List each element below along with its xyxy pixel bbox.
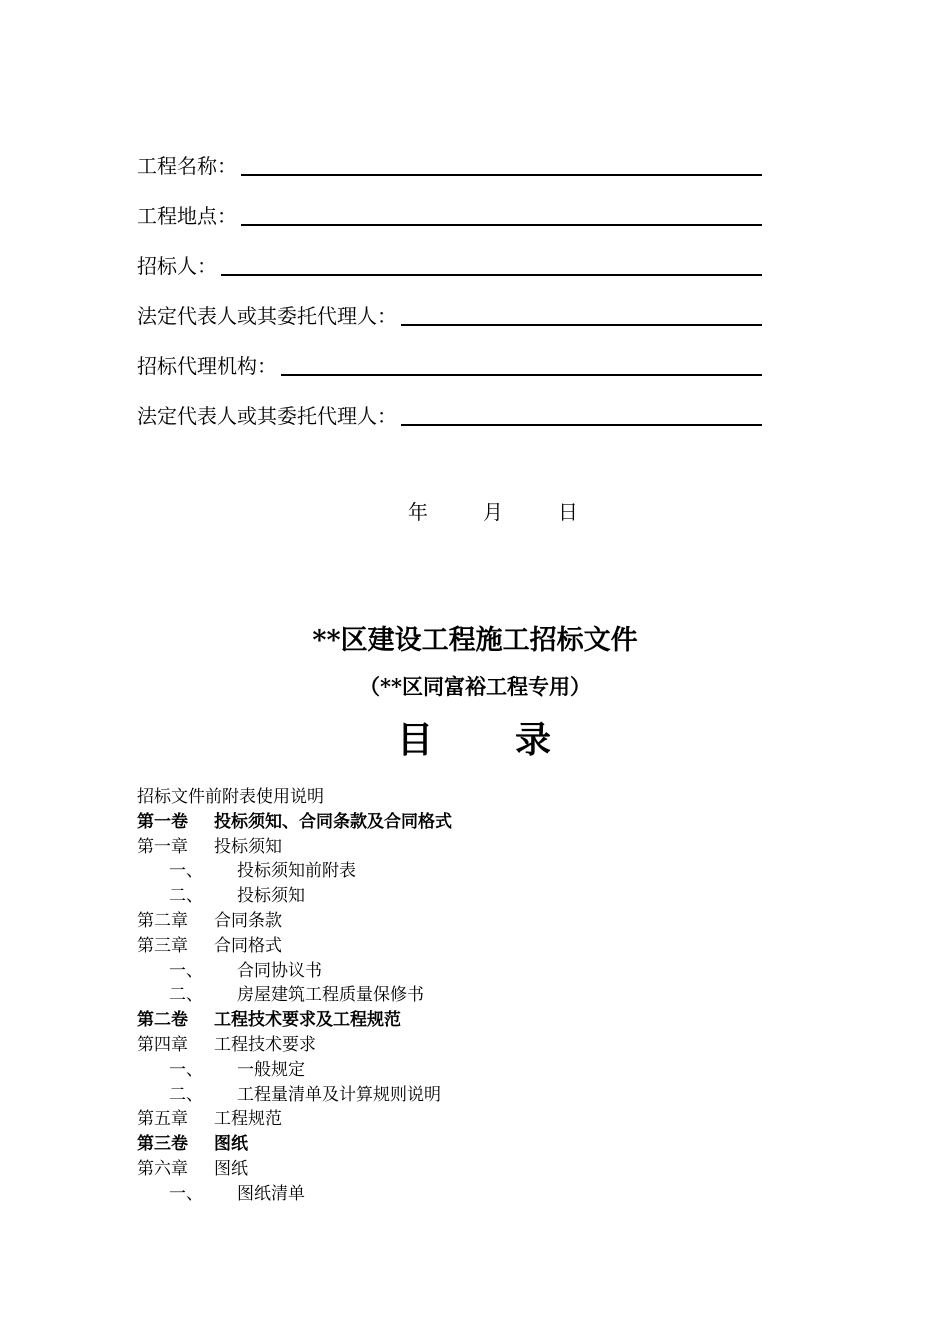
- toc-entry-number: 一、: [169, 960, 203, 981]
- toc-entry-text: 投标须知、合同条款及合同格式: [214, 811, 452, 832]
- date-day: 日: [558, 500, 578, 524]
- toc-entry-text: 合同条款: [214, 910, 282, 931]
- toc-entry-text: 投标须知前附表: [237, 861, 356, 882]
- toc-entry-number: 第一卷: [137, 811, 188, 832]
- toc-entry-text: 图纸: [214, 1134, 248, 1155]
- toc-entry-number: 第四章: [137, 1034, 188, 1055]
- toc-entry-number: 第一章: [137, 836, 188, 857]
- fill-in-line[interactable]: [281, 364, 762, 376]
- toc-heading-right: 录: [515, 719, 554, 761]
- table-of-contents: [137, 785, 837, 1207]
- toc-section-entry[interactable]: [137, 959, 837, 984]
- toc-chapter-entry[interactable]: [137, 835, 837, 860]
- toc-heading: [0, 712, 950, 763]
- toc-volume-entry[interactable]: [137, 1008, 837, 1033]
- date-month: 月: [483, 500, 503, 524]
- toc-section-entry[interactable]: [137, 1182, 837, 1207]
- toc-entry-number: 二、: [169, 886, 203, 907]
- project-name-field[interactable]: [137, 148, 762, 178]
- tender-agency-field[interactable]: [137, 348, 762, 378]
- toc-entry-number: 二、: [169, 985, 203, 1006]
- tenderer-field[interactable]: [137, 248, 762, 278]
- toc-entry-number: 第二卷: [137, 1010, 188, 1031]
- project-location-field[interactable]: [137, 198, 762, 228]
- toc-entry-text: 图纸清单: [237, 1183, 305, 1204]
- toc-chapter-entry[interactable]: [137, 934, 837, 959]
- toc-entry-text: 投标须知: [214, 836, 282, 857]
- document-subtitle: （**区同富裕工程专用）: [359, 674, 591, 699]
- toc-chapter-entry[interactable]: [137, 1157, 837, 1182]
- toc-entry-text: 招标文件前附表使用说明: [137, 787, 324, 807]
- toc-volume-entry[interactable]: [137, 1132, 837, 1157]
- toc-entry-number: 一、: [169, 1059, 203, 1080]
- toc-entry-text: 一般规定: [237, 1059, 305, 1080]
- date-year: 年: [408, 500, 428, 524]
- toc-volume-entry[interactable]: [137, 810, 837, 835]
- toc-entry-text: 工程技术要求: [214, 1034, 316, 1055]
- toc-entry-number: 第六章: [137, 1158, 188, 1179]
- date-line: [408, 496, 578, 525]
- fill-in-line[interactable]: [241, 214, 762, 226]
- toc-entry-text: 工程量清单及计算规则说明: [237, 1084, 441, 1105]
- toc-section-entry[interactable]: [137, 983, 837, 1008]
- fill-in-line[interactable]: [401, 314, 762, 326]
- toc-entry-number: 第三卷: [137, 1134, 188, 1155]
- toc-section-entry[interactable]: [137, 884, 837, 909]
- toc-section-entry[interactable]: [137, 859, 837, 884]
- toc-entry[interactable]: [137, 785, 837, 810]
- field-label: 法定代表人或其委托代理人：: [137, 304, 397, 328]
- toc-entry-text: 合同协议书: [237, 960, 322, 981]
- document-title: **区建设工程施工招标文件: [312, 625, 638, 656]
- toc-section-entry[interactable]: [137, 1058, 837, 1083]
- toc-chapter-entry[interactable]: [137, 909, 837, 934]
- toc-heading-left: 目: [396, 719, 435, 761]
- fill-in-line[interactable]: [221, 264, 762, 276]
- toc-entry-number: 第五章: [137, 1109, 188, 1130]
- toc-entry-text: 图纸: [214, 1158, 248, 1179]
- field-label: 工程地点：: [137, 204, 237, 228]
- fill-in-line[interactable]: [401, 414, 762, 426]
- toc-entry-text: 投标须知: [237, 886, 305, 907]
- toc-entry-number: 一、: [169, 861, 203, 882]
- field-label: 工程名称：: [137, 154, 237, 178]
- toc-section-entry[interactable]: [137, 1083, 837, 1108]
- toc-entry-number: 一、: [169, 1183, 203, 1204]
- legal-representative-field[interactable]: [137, 298, 762, 328]
- agency-legal-representative-field[interactable]: [137, 398, 762, 428]
- fill-in-line[interactable]: [241, 164, 762, 176]
- toc-entry-text: 合同格式: [214, 935, 282, 956]
- field-label: 招标人：: [137, 254, 217, 278]
- toc-chapter-entry[interactable]: [137, 1107, 837, 1132]
- toc-entry-text: 房屋建筑工程质量保修书: [237, 985, 424, 1006]
- toc-entry-number: 第二章: [137, 910, 188, 931]
- toc-entry-number: 第三章: [137, 935, 188, 956]
- toc-entry-number: 二、: [169, 1084, 203, 1105]
- toc-chapter-entry[interactable]: [137, 1033, 837, 1058]
- toc-entry-text: 工程技术要求及工程规范: [214, 1010, 401, 1031]
- toc-entry-text: 工程规范: [214, 1109, 282, 1130]
- field-label: 招标代理机构：: [137, 354, 277, 378]
- field-label: 法定代表人或其委托代理人：: [137, 404, 397, 428]
